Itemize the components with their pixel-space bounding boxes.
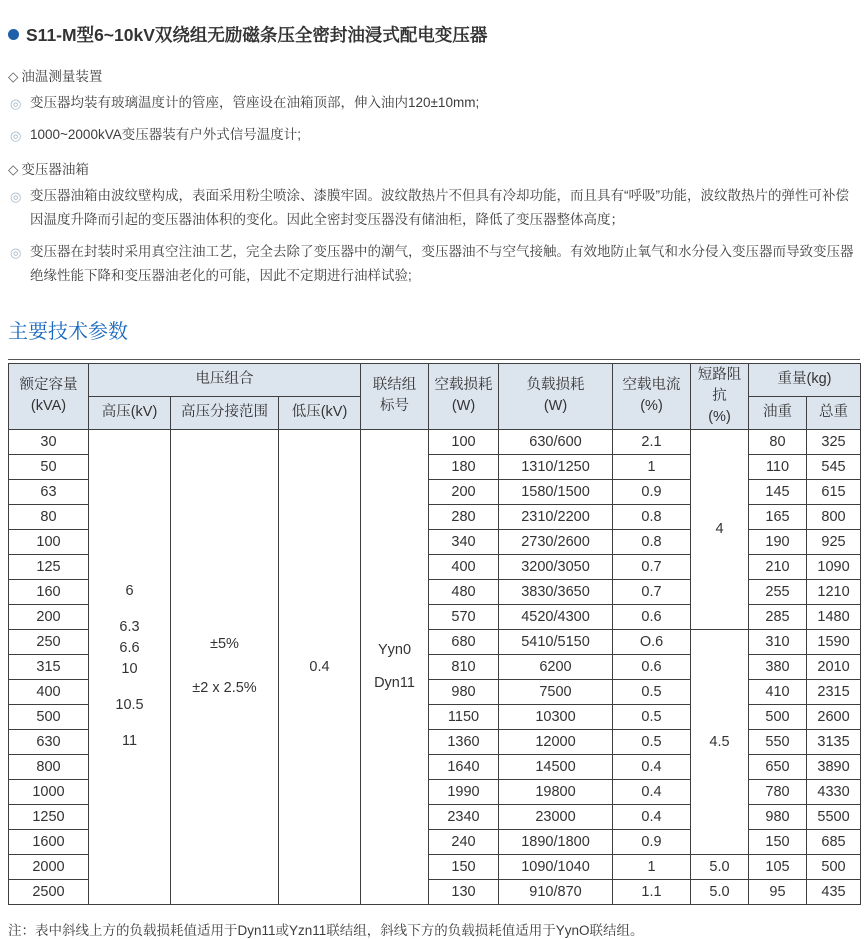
header-text: (W)	[451, 398, 476, 415]
no-load-current-cell: 0.6	[613, 604, 691, 629]
no-load-current-cell: 1.1	[613, 879, 691, 904]
no-load-current-cell: 0.7	[613, 554, 691, 579]
oil-weight-cell: 650	[749, 754, 807, 779]
header-text: (kVA)	[30, 398, 67, 415]
no-load-loss-cell: 980	[429, 679, 499, 704]
load-loss-cell: 3200/3050	[499, 554, 613, 579]
total-weight-cell: 500	[807, 854, 861, 879]
table-note: 注：表中斜线上方的负载损耗值适用于Dyn11或Yzn11联结组，斜线下方的负载损耗值适用于YynO联结组。	[8, 922, 644, 938]
no-load-current-cell: 0.5	[613, 729, 691, 754]
total-weight-cell: 800	[807, 504, 861, 529]
total-weight-cell: 435	[807, 879, 861, 904]
no-load-current-cell: 1	[613, 854, 691, 879]
load-loss-cell: 1890/1800	[499, 829, 613, 854]
list-item-text: 变压器均装有玻璃温度计的管座，管座设在油箱顶部，伸入油内120±10mm;	[30, 95, 480, 110]
capacity-cell: 1250	[9, 804, 89, 829]
load-loss-cell: 7500	[499, 679, 613, 704]
header-text: (%)	[640, 398, 663, 415]
hv-merged-cell-line: 6.3	[119, 619, 140, 636]
capacity-cell: 80	[9, 504, 89, 529]
spec-table	[8, 363, 861, 905]
no-load-current-cell: 0.7	[613, 579, 691, 604]
table-header	[9, 363, 861, 429]
capacity-cell: 2000	[9, 854, 89, 879]
total-weight-cell: 5500	[807, 804, 861, 829]
table-top-rule	[8, 359, 860, 360]
no-load-loss-cell: 810	[429, 654, 499, 679]
col-header-tap-range: 高压分接范围	[171, 396, 279, 429]
col-header-lv: 低压(kV)	[279, 396, 361, 429]
capacity-cell: 315	[9, 654, 89, 679]
oil-weight-cell: 550	[749, 729, 807, 754]
oil-weight-cell: 410	[749, 679, 807, 704]
col-header-hv: 高压(kV)	[89, 396, 171, 429]
header-text: 标号	[380, 398, 409, 415]
table-body	[9, 429, 861, 904]
section-heading-text: 油温测量装置	[21, 69, 103, 84]
hv-merged-cell-line: 6.6	[119, 640, 140, 657]
diamond-icon: ◇	[8, 69, 19, 84]
load-loss-cell: 2730/2600	[499, 529, 613, 554]
total-weight-cell: 2010	[807, 654, 861, 679]
col-header-impedance	[691, 363, 749, 429]
vector-group-merged-cell	[361, 429, 429, 904]
capacity-cell: 630	[9, 729, 89, 754]
bullet-dot-icon	[8, 29, 19, 40]
circle-bullet-icon: ◎	[10, 188, 22, 204]
oil-weight-cell: 980	[749, 804, 807, 829]
capacity-cell: 30	[9, 429, 89, 454]
no-load-current-cell: 1	[613, 454, 691, 479]
no-load-loss-cell: 180	[429, 454, 499, 479]
header-text: (%)	[708, 408, 731, 425]
capacity-cell: 1000	[9, 779, 89, 804]
capacity-cell: 200	[9, 604, 89, 629]
capacity-cell: 100	[9, 529, 89, 554]
capacity-cell: 500	[9, 704, 89, 729]
col-header-no-load-loss	[429, 363, 499, 429]
total-weight-cell: 1480	[807, 604, 861, 629]
hv-merged-cell-line: 10.5	[115, 697, 144, 714]
list-item	[8, 184, 859, 233]
hv-merged-cell-line: 11	[121, 733, 138, 750]
table-row	[9, 429, 861, 454]
header-text: (W)	[543, 398, 568, 415]
col-header-weight: 重量(kg)	[749, 363, 861, 396]
load-loss-cell: 4520/4300	[499, 604, 613, 629]
load-loss-cell: 630/600	[499, 429, 613, 454]
total-weight-cell: 3135	[807, 729, 861, 754]
no-load-current-cell: 0.4	[613, 779, 691, 804]
col-header-vector-group	[361, 363, 429, 429]
no-load-current-cell: 0.4	[613, 754, 691, 779]
total-weight-cell: 545	[807, 454, 861, 479]
impedance-cell: 4.5	[691, 629, 749, 854]
list-item	[8, 240, 859, 289]
no-load-current-cell: 0.8	[613, 529, 691, 554]
capacity-cell: 63	[9, 479, 89, 504]
no-load-loss-cell: 1360	[429, 729, 499, 754]
capacity-cell: 1600	[9, 829, 89, 854]
load-loss-cell: 1580/1500	[499, 479, 613, 504]
load-loss-cell: 10300	[499, 704, 613, 729]
document-title-text: S11-M型6~10kV双绕组无励磁条压全密封油浸式配电变压器	[26, 25, 488, 45]
oil-weight-cell: 255	[749, 579, 807, 604]
oil-weight-cell: 190	[749, 529, 807, 554]
circle-bullet-icon: ◎	[10, 96, 22, 111]
capacity-cell: 125	[9, 554, 89, 579]
oil-weight-cell: 95	[749, 879, 807, 904]
tap-range-merged-cell-line: ±2 x 2.5%	[192, 680, 257, 697]
load-loss-cell: 23000	[499, 804, 613, 829]
load-loss-cell: 3830/3650	[499, 579, 613, 604]
list-item-text: 变压器在封装时采用真空注油工艺，完全去除了变压器中的潮气，变压器油不与空气接触。有效地防止氧气和水分侵入变压器而导致变压器绝缘性能下降和变压器油老化的可能，因此不定期进行油样试验;	[30, 244, 854, 284]
col-header-total-weight: 总重	[807, 396, 861, 429]
total-weight-cell: 925	[807, 529, 861, 554]
load-loss-cell: 910/870	[499, 879, 613, 904]
list-item	[8, 123, 859, 147]
no-load-current-cell: 0.5	[613, 704, 691, 729]
col-header-capacity	[9, 363, 89, 429]
no-load-current-cell: 0.9	[613, 829, 691, 854]
no-load-loss-cell: 680	[429, 629, 499, 654]
capacity-cell: 250	[9, 629, 89, 654]
oil-weight-cell: 110	[749, 454, 807, 479]
header-text: 额定容量	[19, 377, 78, 394]
oil-weight-cell: 380	[749, 654, 807, 679]
oil-weight-cell: 780	[749, 779, 807, 804]
oil-weight-cell: 500	[749, 704, 807, 729]
no-load-current-cell: 0.9	[613, 479, 691, 504]
capacity-cell: 800	[9, 754, 89, 779]
col-header-oil-weight: 油重	[749, 396, 807, 429]
load-loss-cell: 1090/1040	[499, 854, 613, 879]
tap-range-merged-cell-line: ±5%	[210, 636, 239, 653]
list-item	[8, 91, 859, 115]
capacity-cell: 2500	[9, 879, 89, 904]
no-load-loss-cell: 1640	[429, 754, 499, 779]
no-load-current-cell: 2.1	[613, 429, 691, 454]
oil-weight-cell: 285	[749, 604, 807, 629]
circle-bullet-icon: ◎	[10, 245, 22, 261]
total-weight-cell: 4330	[807, 779, 861, 804]
no-load-loss-cell: 1990	[429, 779, 499, 804]
capacity-cell: 50	[9, 454, 89, 479]
total-weight-cell: 615	[807, 479, 861, 504]
header-text: 空载电流	[622, 377, 681, 394]
total-weight-cell: 3890	[807, 754, 861, 779]
no-load-loss-cell: 240	[429, 829, 499, 854]
col-header-voltage-group: 电压组合	[89, 363, 361, 396]
tap-range-merged-cell	[171, 429, 279, 904]
total-weight-cell: 1590	[807, 629, 861, 654]
no-load-loss-cell: 570	[429, 604, 499, 629]
no-load-current-cell: 0.8	[613, 504, 691, 529]
total-weight-cell: 1210	[807, 579, 861, 604]
impedance-cell: 4	[691, 429, 749, 629]
vector-group-merged-cell-line: Dyn11	[374, 674, 415, 691]
no-load-current-cell: 0.6	[613, 654, 691, 679]
no-load-loss-cell: 1150	[429, 704, 499, 729]
circle-bullet-icon: ◎	[10, 128, 22, 144]
diamond-icon: ◇	[8, 161, 19, 177]
no-load-current-cell: 0.5	[613, 679, 691, 704]
header-row-1	[9, 363, 861, 396]
no-load-loss-cell: 150	[429, 854, 499, 879]
col-header-load-loss	[499, 363, 613, 429]
section-heading-oil-tank	[8, 158, 859, 178]
document-title	[8, 22, 859, 47]
load-loss-cell: 1310/1250	[499, 454, 613, 479]
load-loss-cell: 2310/2200	[499, 504, 613, 529]
no-load-loss-cell: 2340	[429, 804, 499, 829]
oil-weight-cell: 105	[749, 854, 807, 879]
oil-weight-cell: 310	[749, 629, 807, 654]
total-weight-cell: 2600	[807, 704, 861, 729]
load-loss-cell: 14500	[499, 754, 613, 779]
section-heading-text: 变压器油箱	[21, 161, 89, 177]
impedance-cell: 5.0	[691, 854, 749, 879]
header-text: 短路阻抗	[697, 366, 742, 404]
list-item-text: 1000~2000kVA变压器装有户外式信号温度计;	[30, 127, 301, 143]
no-load-loss-cell: 100	[429, 429, 499, 454]
header-text: 负载损耗	[526, 377, 585, 394]
no-load-loss-cell: 130	[429, 879, 499, 904]
oil-weight-cell: 145	[749, 479, 807, 504]
no-load-loss-cell: 340	[429, 529, 499, 554]
no-load-loss-cell: 480	[429, 579, 499, 604]
impedance-cell: 5.0	[691, 879, 749, 904]
oil-weight-cell: 165	[749, 504, 807, 529]
total-weight-cell: 325	[807, 429, 861, 454]
load-loss-cell: 19800	[499, 779, 613, 804]
no-load-loss-cell: 200	[429, 479, 499, 504]
no-load-current-cell: 0.4	[613, 804, 691, 829]
params-heading: 主要技术参数	[8, 320, 128, 343]
capacity-cell: 160	[9, 579, 89, 604]
vector-group-merged-cell-line: Yyn0	[377, 641, 412, 658]
total-weight-cell: 2315	[807, 679, 861, 704]
load-loss-cell: 5410/5150	[499, 629, 613, 654]
header-text: 联结组	[372, 377, 417, 394]
no-load-current-cell: O.6	[613, 629, 691, 654]
load-loss-cell: 6200	[499, 654, 613, 679]
load-loss-cell: 12000	[499, 729, 613, 754]
capacity-cell: 400	[9, 679, 89, 704]
section-heading-oil-temp	[8, 65, 859, 85]
oil-weight-cell: 80	[749, 429, 807, 454]
oil-weight-cell: 210	[749, 554, 807, 579]
hv-merged-cell-line: 6	[125, 583, 134, 600]
hv-merged-cell	[89, 429, 171, 904]
header-text: 空载损耗	[434, 377, 493, 394]
lv-merged-cell: 0.4	[279, 429, 361, 904]
col-header-no-load-current	[613, 363, 691, 429]
total-weight-cell: 1090	[807, 554, 861, 579]
hv-merged-cell-line: 10	[121, 661, 138, 678]
no-load-loss-cell: 400	[429, 554, 499, 579]
total-weight-cell: 685	[807, 829, 861, 854]
list-item-text: 变压器油箱由波纹壁构成，表面采用粉尘喷涂、漆膜牢固。波纹散热片不但具有冷却功能，而且具有“呼吸”功能，波纹散热片的弹性可补偿因温度升降而引起的变压器油体积的变化。因此全密封变压器没有储油柜，降低了变压器整体高度；	[30, 187, 849, 227]
no-load-loss-cell: 280	[429, 504, 499, 529]
oil-weight-cell: 150	[749, 829, 807, 854]
